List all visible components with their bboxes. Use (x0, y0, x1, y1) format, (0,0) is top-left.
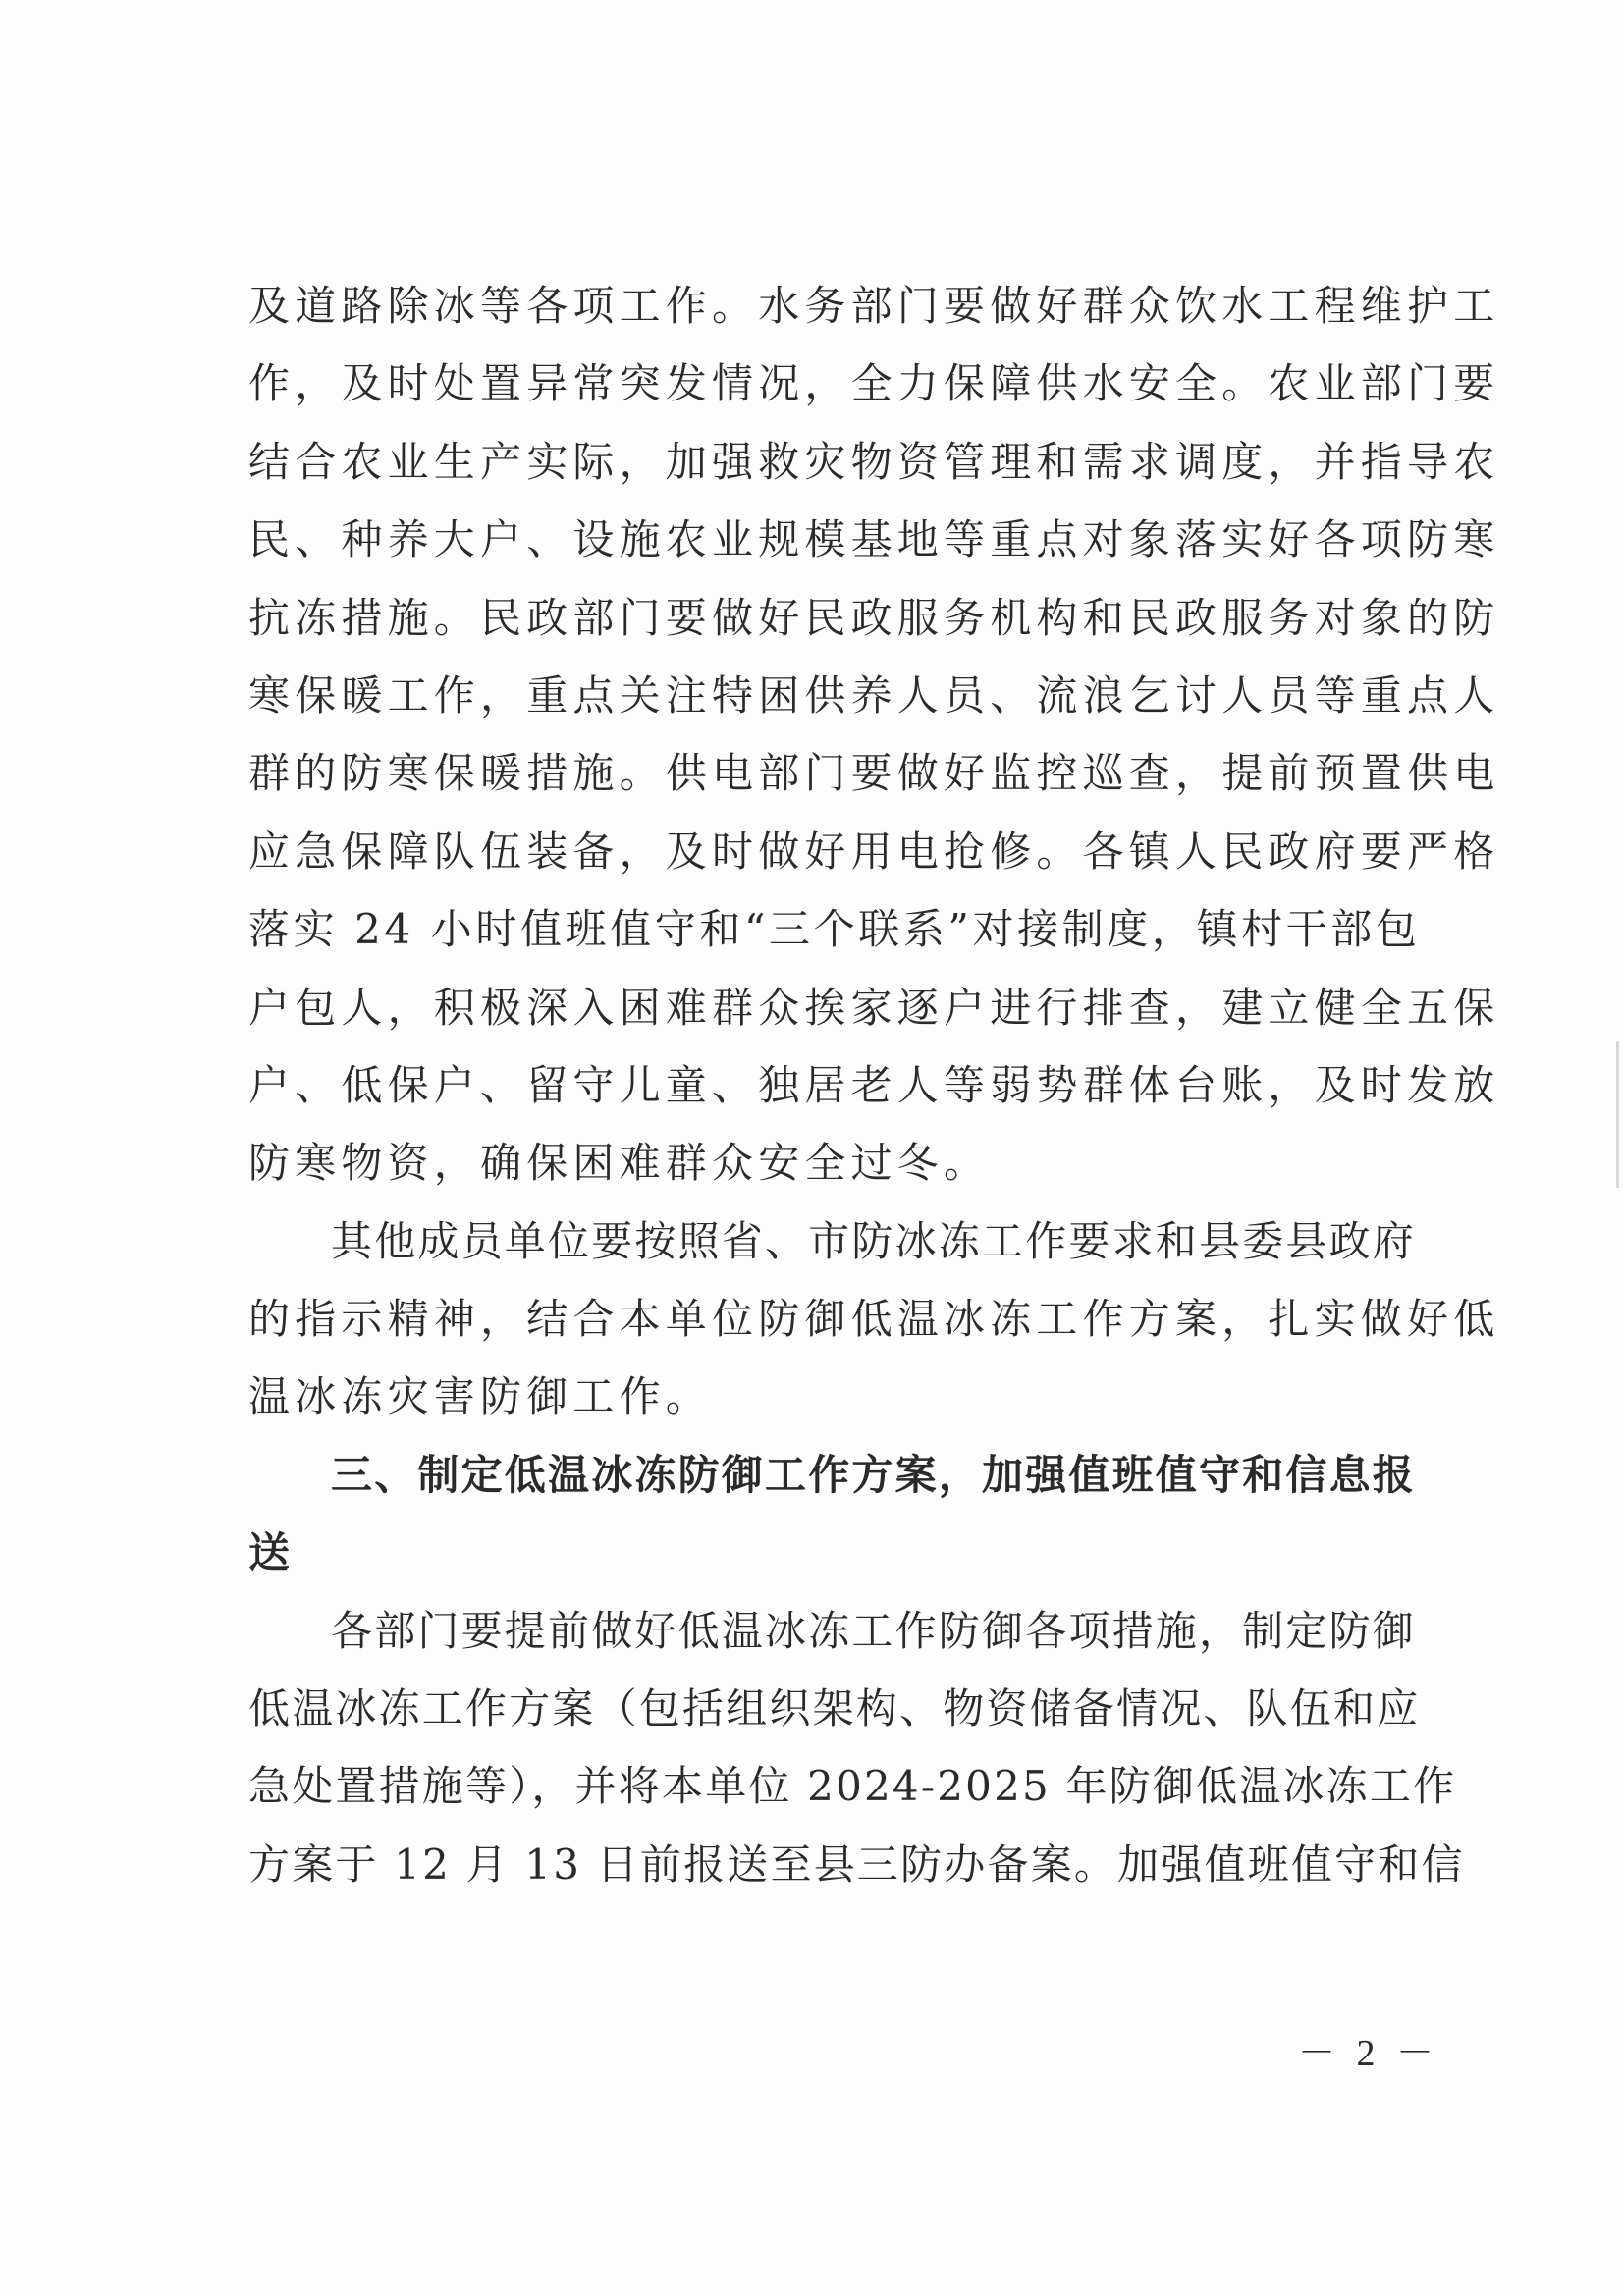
page-number: － 2 － (1298, 2033, 1440, 2074)
text-line: 落实 24 小时值班值守和“三个联系”对接制度，镇村干部包 (248, 905, 1421, 954)
section-heading-continuation: 送 (248, 1528, 293, 1577)
text-line: 温冰冻灾害防御工作。 (248, 1372, 713, 1421)
text-line: 结合农业生产实际，加强救灾物资管理和需求调度，并指导农 (248, 437, 1500, 486)
paragraph-start-line: 其他成员单位要按照省、市防冰冻工作要求和县委县政府 (331, 1216, 1417, 1265)
text-line: 民、种养大户、设施农业规模基地等重点对象落实好各项防寒 (248, 515, 1500, 564)
text-line: 的指示精神，结合本单位防御低温冰冻工作方案，扎实做好低 (248, 1295, 1500, 1344)
text-line: 急处置措施等），并将本单位 2024-2025 年防御低温冰冻工作 (248, 1762, 1457, 1811)
text-line: 寒保暖工作，重点关注特困供养人员、流浪乞讨人员等重点人 (248, 670, 1500, 720)
section-heading: 三、制定低温冰冻防御工作方案，加强值班值守和信息报 (331, 1450, 1417, 1499)
scan-edge-mark (1616, 1041, 1619, 1188)
text-line: 户包人，积极深入困难群众挨家逐户进行排查，建立健全五保 (248, 983, 1500, 1032)
text-line: 防寒物资，确保困难群众安全过冬。 (248, 1139, 991, 1188)
text-line: 群的防寒保暖措施。供电部门要做好监控巡查，提前预置供电 (248, 749, 1500, 798)
text-line: 作，及时处置异常突发情况，全力保障供水安全。农业部门要 (248, 359, 1500, 408)
text-line: 抗冻措施。民政部门要做好民政服务机构和民政服务对象的防 (248, 593, 1500, 642)
text-line: 户、低保户、留守儿童、独居老人等弱势群体台账，及时发放 (248, 1060, 1500, 1109)
document-body (248, 267, 1500, 1903)
text-line: 及道路除冰等各项工作。水务部门要做好群众饮水工程维护工 (248, 282, 1500, 330)
text-line: 低温冰冻工作方案（包括组织架构、物资储备情况、队伍和应 (248, 1684, 1421, 1734)
text-line: 方案于 12 月 13 日前报送至县三防办备案。加强值班值守和信 (248, 1840, 1465, 1889)
text-line: 应急保障队伍装备，及时做好用电抢修。各镇人民政府要严格 (248, 827, 1500, 876)
paragraph-start-line: 各部门要提前做好低温冰冻工作防御各项措施，制定防御 (331, 1606, 1417, 1655)
